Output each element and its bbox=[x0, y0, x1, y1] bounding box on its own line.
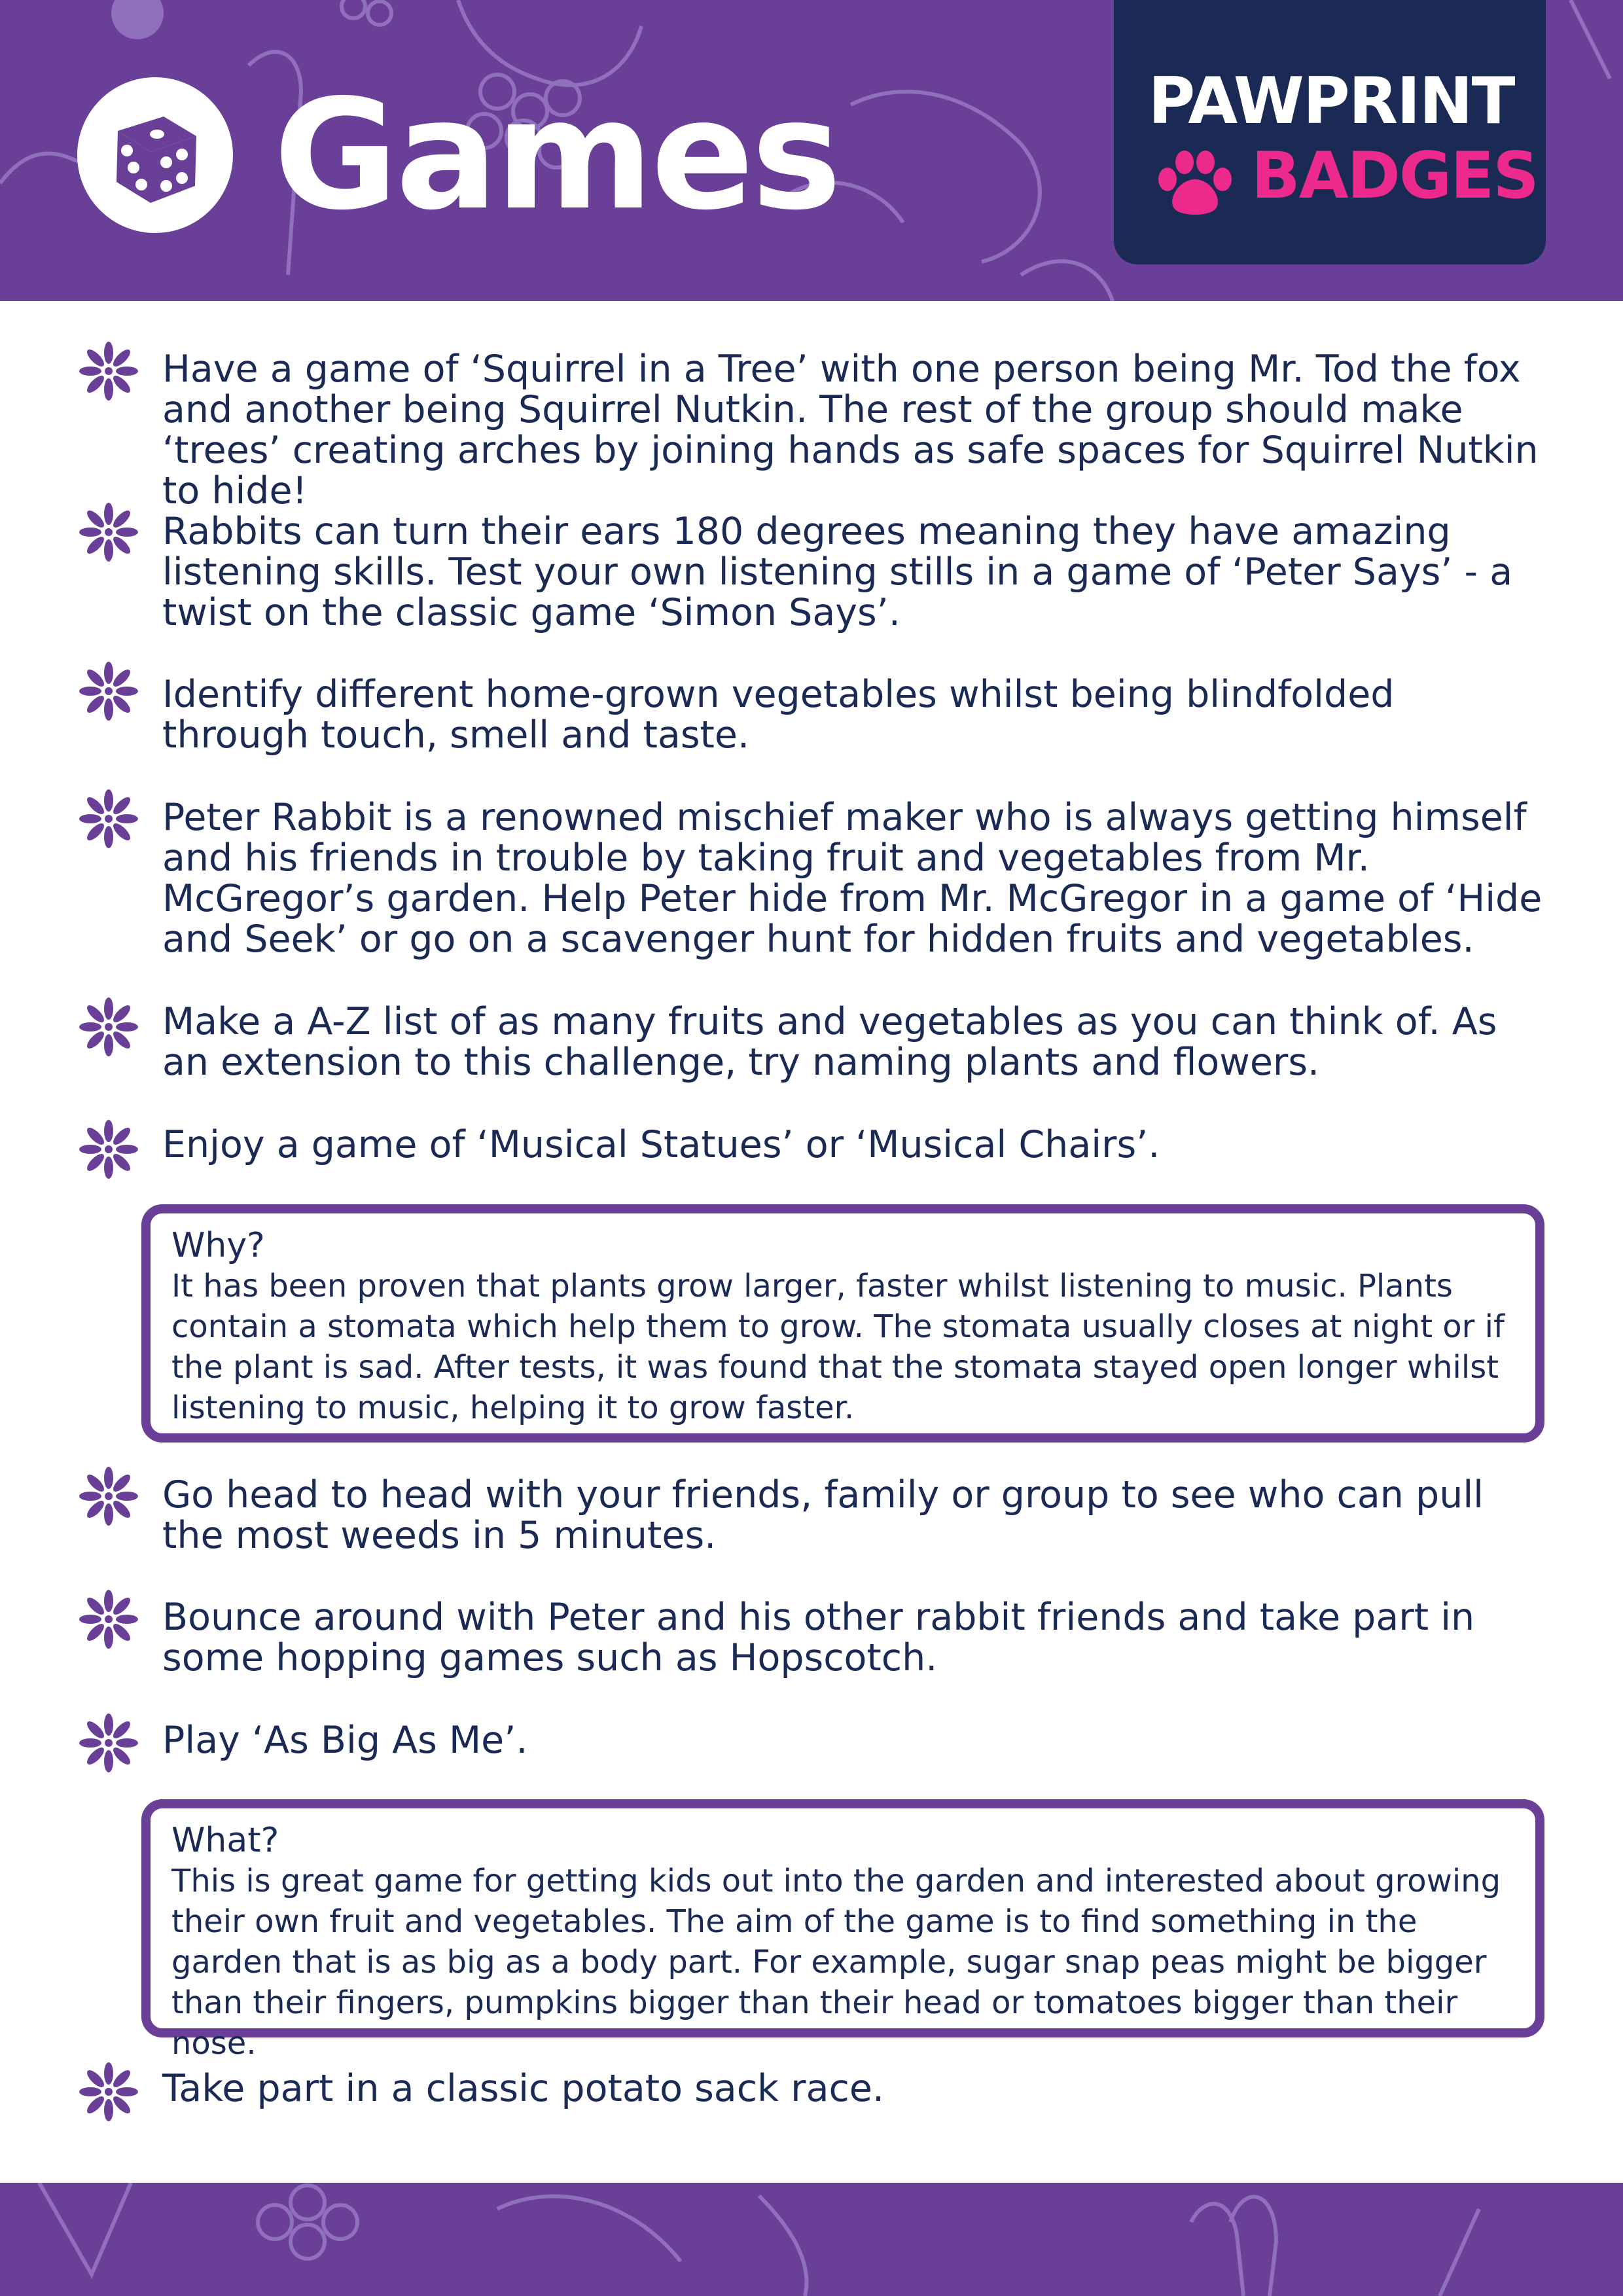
list-item: Play ‘As Big As Me’. bbox=[162, 1719, 528, 1762]
list-item: Peter Rabbit is a renowned mischief maker who is always getting himself and his friends in trouble by taking fruit and vegetables from Mr. McGregor’s garden. Help Peter hide from Mr. McGregor in a game of ‘Hide and Seek’ or go on a scavenger hunt for hidden fruits and vegetables. bbox=[162, 796, 1543, 961]
list-item: Take part in a classic potato sack race. bbox=[162, 2067, 885, 2110]
flower-bullet-icon bbox=[79, 341, 139, 401]
list-item: Identify different home-grown vegetables whilst being blindfolded through touch, smell and taste. bbox=[162, 673, 1395, 757]
dice-icon bbox=[105, 105, 205, 206]
flower-bullet-icon bbox=[79, 1713, 139, 1773]
flower-bullet-icon bbox=[79, 1589, 139, 1649]
footer-banner bbox=[0, 2183, 1623, 2296]
list-item: Bounce around with Peter and his other rabbit friends and take part in some hopping games such as Hopscotch. bbox=[162, 1596, 1475, 1679]
info-box-body: This is great game for getting kids out into the garden and interested about growing their own fruit and vegetables. The aim of the game is to find something in the garden that is as big as a body part. For example, sugar snap peas might be bigger than their fingers, pumpkins bigger than their head or tomatoes bigger than their nose. bbox=[171, 1863, 1501, 2062]
logo-line-badges: BADGES bbox=[1251, 139, 1538, 213]
info-box-heading: Why? bbox=[171, 1226, 265, 1265]
page-title: Games bbox=[274, 67, 840, 243]
flower-bullet-icon bbox=[79, 789, 139, 849]
list-item: Have a game of ‘Squirrel in a Tree’ with one person being Mr. Tod the fox and another being Squirrel Nutkin. The rest of the group should make ‘trees’ creating arches by joining hands as safe spaces for Squirrel Nutkin to hide! bbox=[162, 348, 1539, 512]
info-box-heading: What? bbox=[171, 1821, 279, 1860]
logo-line-pawprint: PAWPRINT bbox=[1148, 64, 1514, 139]
header-banner bbox=[0, 0, 1623, 301]
info-box-body: It has been proven that plants grow larger, faster whilst listening to music. Plants contain a stomata which help them to grow. The stomata usually closes at night or if the plant is sad. After tests, it was found that the stomata stayed open longer whilst listening to music, helping it to grow faster. bbox=[171, 1268, 1505, 1426]
flower-bullet-icon bbox=[79, 997, 139, 1057]
brand-logo bbox=[1114, 0, 1546, 264]
info-box-what bbox=[141, 1799, 1544, 2062]
list-item: Make a A-Z list of as many fruits and vegetables as you can think of. As an extension to this challenge, try naming plants and flowers. bbox=[162, 1000, 1497, 1084]
flower-bullet-icon bbox=[79, 661, 139, 721]
garden-pattern-decoration bbox=[0, 2183, 1623, 2296]
flower-bullet-icon bbox=[79, 502, 139, 562]
list-item: Go head to head with your friends, family or group to see who can pull the most weeds in 5 minutes. bbox=[162, 1473, 1484, 1557]
paw-icon bbox=[1153, 151, 1238, 216]
list-item: Rabbits can turn their ears 180 degrees meaning they have amazing listening skills. Test your own listening stills in a game of ‘Peter Says’ - a twist on the classic game ‘Simon Says’. bbox=[162, 510, 1513, 634]
list-item: Enjoy a game of ‘Musical Statues’ or ‘Musical Chairs’. bbox=[162, 1123, 1160, 1166]
info-box-why bbox=[141, 1204, 1544, 1443]
flower-bullet-icon bbox=[79, 2062, 139, 2122]
flower-bullet-icon bbox=[79, 1466, 139, 1526]
dice-icon-circle bbox=[77, 77, 233, 233]
flower-bullet-icon bbox=[79, 1119, 139, 1179]
